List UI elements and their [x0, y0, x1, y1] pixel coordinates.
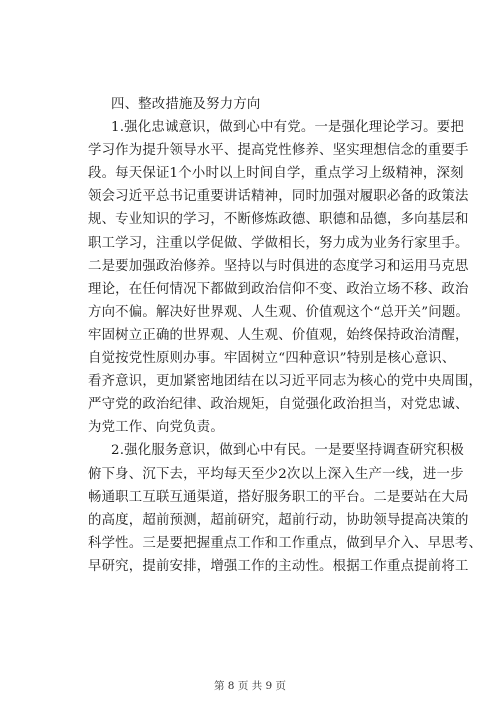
document-body	[88, 93, 483, 578]
paragraph-line: 早研究，提前安排，增强工作的主动性。根据工作重点提前将工	[88, 558, 469, 574]
paragraph-line: 的高度，超前预测，超前研究，超前行动，协助领导提高决策的	[88, 512, 469, 528]
paragraph-line: 二是要加强政治修养。坚持以与时俱进的态度学习和运用马克思	[88, 258, 469, 274]
paragraph-line: 牢固树立正确的世界观、人生观、价值观，始终保持政治清醒，	[88, 327, 469, 343]
paragraph-line: 1.强化忠诚意识，做到心中有党。一是强化理论学习。要把	[111, 120, 464, 136]
paragraph-line: 自觉按党性原则办事。牢固树立“四种意识”特别是核心意识、	[88, 351, 456, 367]
paragraph-line: 职工学习，注重以学促做、学做相长，努力成为业务行家里手。	[88, 235, 469, 251]
paragraph-line: 段。每天保证1个小时以上时间自学，重点学习上级精神，深刻	[88, 166, 464, 182]
paragraph-line: 规、专业知识的学习，不断修炼政德、职德和品德，多向基层和	[88, 212, 469, 228]
paragraph-line: 畅通职工互联互通渠道，搭好服务职工的平台。二是要站在大局	[88, 489, 469, 505]
paragraph-line: 严守党的政治纪律、政治规矩，自觉强化政治担当，对党忠诚、	[88, 397, 469, 413]
paragraph-line: 学习作为提升领导水平、提高党性修养、坚实理想信念的重要手	[88, 143, 469, 159]
paragraph-line: 科学性。三是要把握重点工作和工作重点，做到早介入、早思考、	[88, 535, 483, 551]
paragraph-line: 领会习近平总书记重要讲话精神，同时加强对履职必备的政策法	[88, 189, 469, 205]
paragraph-line: 俯下身、沉下去，平均每天至少2次以上深入生产一线，进一步	[88, 466, 464, 482]
paragraph-line: 方向不偏。解决好世界观、人生观、价值观这个“总开关”问题。	[88, 304, 470, 320]
page-number-footer: 第 8 页 共 9 页	[213, 680, 287, 692]
paragraph-line: 看齐意识，更加紧密地团结在以习近平同志为核心的党中央周围，	[88, 374, 483, 390]
paragraph-line: 为党工作、向党负责。	[88, 420, 224, 436]
section-heading: 四、整改措施及努力方向	[111, 97, 261, 112]
paragraph-line: 2.强化服务意识，做到心中有民。一是要坚持调查研究积极	[111, 443, 464, 459]
paragraph-line: 理论，在任何情况下都做到政治信仰不变、政治立场不移、政治	[88, 281, 469, 297]
